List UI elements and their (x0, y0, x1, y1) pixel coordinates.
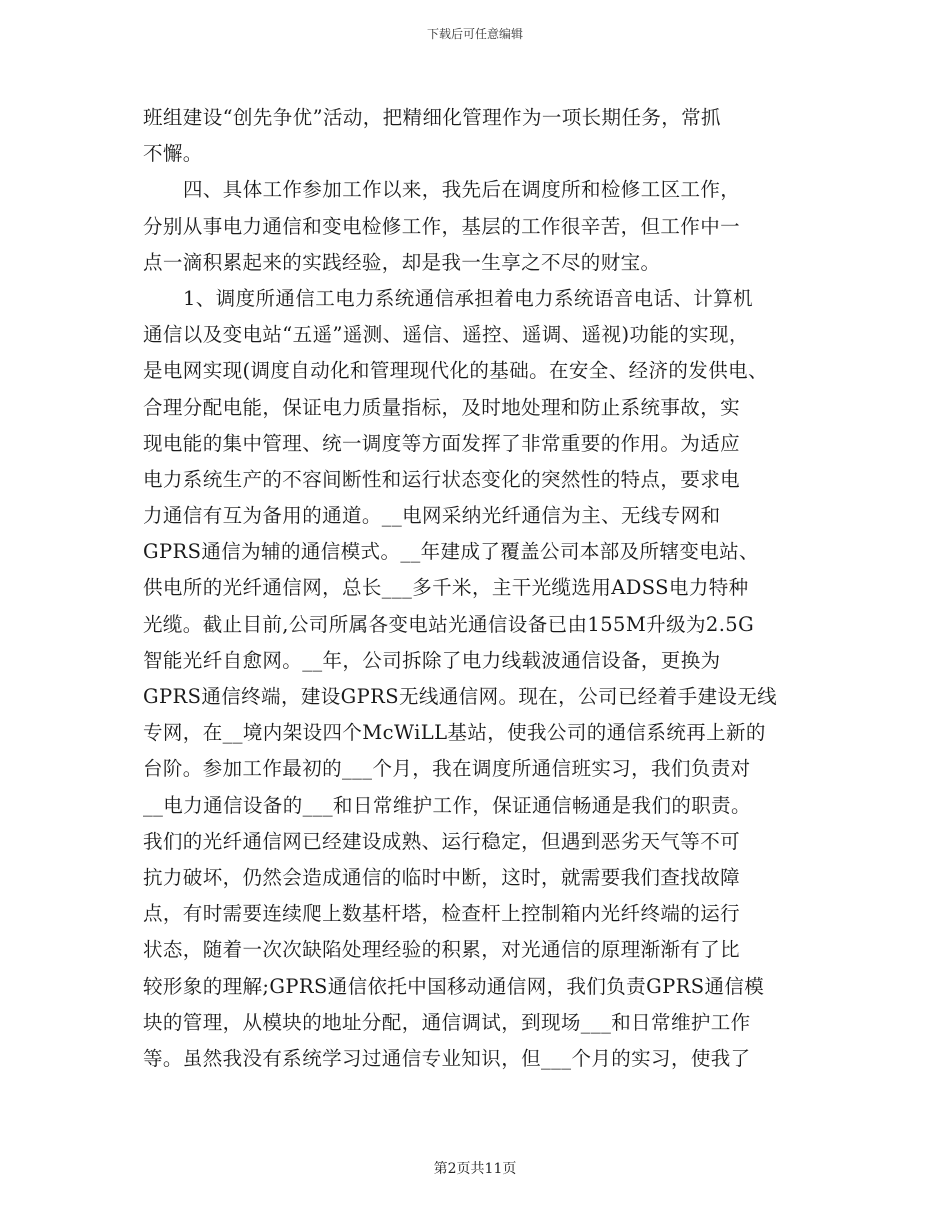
text-line: 电力系统生产的不容间断性和运行状态变化的突然性的特点，要求电 (143, 467, 741, 491)
text-line-paragraph-start: 四、具体工作参加工作以来，我先后在调度所和检修工区工作， (183, 178, 741, 202)
text-line: 状态，随着一次次缺陷处理经验的积累，对光通信的原理渐渐有了比 (143, 938, 741, 962)
text-line: 不懈。 (143, 142, 203, 166)
text-line: 块的管理，从模块的地址分配，通信调试，到现场___和日常维护工作 (143, 1010, 751, 1034)
text-line: 专网，在__境内架设四个McWiLL基站，使我公司的通信系统再上新的 (143, 721, 766, 745)
text-line: __电力通信设备的___和日常维护工作，保证通信畅通是我们的职责。 (143, 793, 751, 817)
page-number: 第2页共11页 (433, 1161, 517, 1177)
text-line-paragraph-start: 1、调度所通信工电力系统通信承担着电力系统语音电话、计算机 (183, 286, 754, 310)
text-line: 我们的光纤通信网已经建设成熟、运行稳定，但遇到恶劣天气等不可 (143, 829, 741, 853)
text-line: 现电能的集中管理、统一调度等方面发挥了非常重要的作用。为适应 (143, 431, 741, 455)
text-line: 点，有时需要连续爬上数基杆塔，检查杆上控制箱内光纤终端的运行 (143, 902, 741, 926)
page-header-note: 下载后可任意编辑 (426, 27, 523, 41)
text-line: 是电网实现(调度自动化和管理现代化的基础。在安全、经济的发供电、 (143, 359, 768, 383)
text-line: 抗力破坏，仍然会造成通信的临时中断，这时，就需要我们查找故障 (143, 865, 741, 889)
text-line: 力通信有互为备用的通道。__电网采纳光纤通信为主、无线专网和 (143, 504, 721, 528)
text-line: 等。虽然我没有系统学习过通信专业知识，但___个月的实习，使我了 (143, 1046, 751, 1070)
text-line: GPRS通信终端，建设GPRS无线通信网。现在，公司已经着手建设无线 (143, 685, 778, 708)
text-line: 供电所的光纤通信网，总长___多千米，主干光缆选用ADSS电力特种 (143, 576, 749, 600)
text-line: 班组建设“创先争优”活动，把精细化管理作为一项长期任务，常抓 (143, 106, 721, 129)
text-line: 较形象的理解;GPRS通信依托中国移动通信网，我们负责GPRS通信模 (143, 974, 765, 998)
document-body (143, 100, 823, 1077)
text-line: 台阶。参加工作最初的___个月，我在调度所通信班实习，我们负责对 (143, 757, 751, 781)
text-line: 点一滴积累起来的实践经验，却是我一生享之不尽的财宝。 (143, 250, 661, 274)
text-line: 通信以及变电站“五遥”遥测、遥信、遥控、遥调、遥视)功能的实现， (143, 323, 749, 347)
text-line: 智能光纤自愈网。__年，公司拆除了电力线载波通信设备，更换为 (143, 648, 721, 672)
text-line: 合理分配电能，保证电力质量指标，及时地处理和防止系统事故，实 (143, 395, 741, 419)
text-line: 光缆。截止目前,公司所属各变电站光通信设备已由155M升级为2.5G (143, 612, 755, 636)
text-line: GPRS通信为辅的通信模式。__年建成了覆盖公司本部及所辖变电站、 (143, 540, 759, 564)
text-line: 分别从事电力通信和变电检修工作，基层的工作很辛苦，但工作中一 (143, 214, 741, 238)
